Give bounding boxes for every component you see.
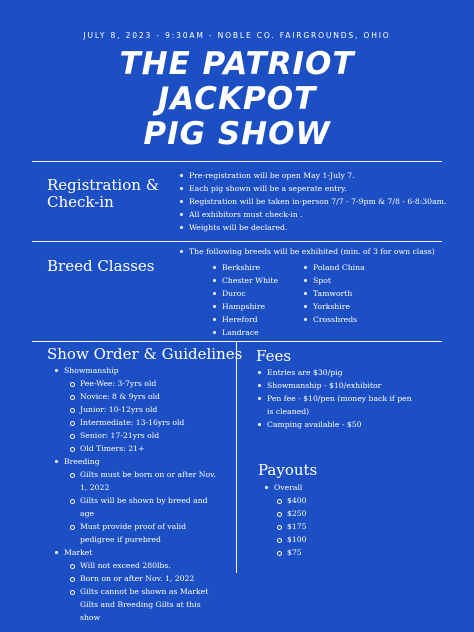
list-item: $250 [275,507,307,520]
breed-intro-list [180,245,435,258]
registration-heading-line-2: Check-in [47,193,114,211]
list-item: Junior: 10-12yrs old [68,403,230,416]
registration-heading [47,177,159,211]
list-item: Tamworth [304,287,365,300]
divider-lower [32,341,442,342]
list-item: $400 [275,494,307,507]
list-item: All exhibitors must check-in . [180,208,446,221]
breed-list-col-1 [213,261,278,339]
list-item: Weights will be declared. [180,221,446,234]
list-item: Showmanship - $10/exhibitor [258,379,416,392]
title-line-2: JACKPOT [157,81,317,117]
list-item: Gilts cannot be shown as Market Gilts and Breeding Gilts at this show [68,585,218,624]
breed-intro: The following breeds will be exhibited (min. of 3 for own class) [180,245,435,258]
list-item: Hereford [213,313,278,326]
list-item: Each pig shown will be a seperate entry. [180,182,446,195]
registration-heading-line-1: Registration & [47,176,160,194]
show-order-heading: Show Order & Guidelines [47,345,243,363]
payouts-body [265,481,307,559]
list-item: Yorkshire [304,300,365,313]
list-item: Crossbreds [304,313,365,326]
registration-list [180,169,446,234]
list-item: Novice: 8 & 9yrs old [68,390,230,403]
overall-label: Overall [265,481,307,494]
list-item: $175 [275,520,307,533]
list-item: Intermediate: 13-16yrs old [68,416,230,429]
list-item: Registration will be taken in-person 7/7 - 7-9pm & 7/8 - 6-8:30am. [180,195,446,208]
market-label: Market [55,546,230,559]
list-item: Pen fee - $10/pen (money back if pen is cleaned) [258,392,416,418]
list-item: Pre-registration will be open May 1-July 7. [180,169,446,182]
breeding-label: Breeding [55,455,230,468]
list-item: Gilts must be born on or after Nov. 1, 2022 [68,468,218,494]
fees-list [258,366,416,431]
list-item: Old Timers: 21+ [68,442,230,455]
divider-vertical [236,341,237,573]
list-item: Berkshire [213,261,278,274]
title-line-3: PIG SHOW [143,116,331,152]
list-item: $100 [275,533,307,546]
event-date-line: JULY 8, 2023 - 9:30AM - NOBLE CO. FAIRGROUNDS, OHIO [83,31,391,40]
fees-heading: Fees [256,347,292,365]
list-item: $75 [275,546,307,559]
list-item: Pee-Wee: 3-7yrs old [68,377,230,390]
list-item: Born on or after Nov. 1, 2022 [68,572,218,585]
list-item: Will not exceed 280lbs. [68,559,218,572]
breed-list-col-2 [304,261,365,326]
breed-classes-heading: Breed Classes [47,257,155,275]
list-item: Entries are $30/pig [258,366,416,379]
title-line-1: THE PATRIOT [119,46,355,82]
list-item: Hampshire [213,300,278,313]
list-item: Gilts will be shown by breed and age [68,494,218,520]
list-item: Senior: 17-21yrs old [68,429,230,442]
list-item: Camping available - $50 [258,418,416,431]
divider-top [32,161,442,162]
list-item: Poland China [304,261,365,274]
list-item: Landrace [213,326,278,339]
list-item: Duroc [213,287,278,300]
payouts-heading: Payouts [258,461,318,479]
list-item: Spot [304,274,365,287]
show-order-body [55,364,230,624]
divider-middle [32,241,442,242]
list-item: Chester White [213,274,278,287]
showmanship-label: Showmanship [55,364,230,377]
list-item: Must provide proof of valid pedigree if purebred [68,520,218,546]
